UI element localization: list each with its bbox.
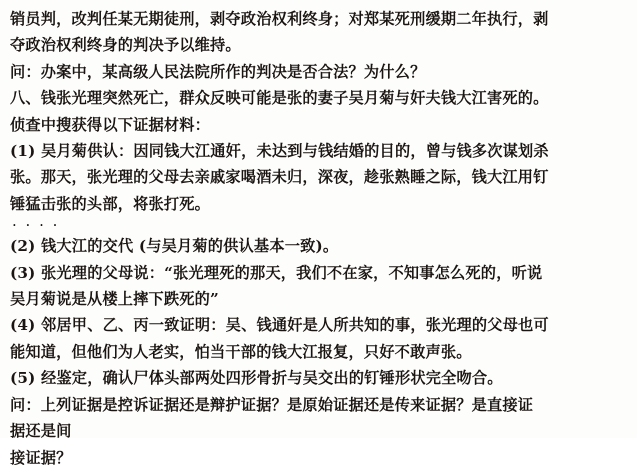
document-line-item-5: (5) 经鉴定，确认尸体头部两处四形骨折与吴交出的钉锤形状完全吻合。 [10, 369, 503, 388]
document-line-item-4: (4) 邻居甲、乙、丙一致证明：吴、钱通奸是人所共知的事，张光理的父母也可 [10, 316, 549, 335]
document-line-item-2: (2) 钱大江的交代 (与吴月菊的供认基本一致)。 [10, 237, 339, 256]
document-line-case-heading: 八、钱张光理突然死亡，群众反映可能是张的妻子吴月菊与奸夫钱大江害死的。 [10, 89, 549, 108]
document-line-question: 问：办案中，某高级人民法院所作的判决是否合法？为什么？ [10, 62, 426, 81]
document-line: 夺政治权利终身的判决予以维持。 [10, 36, 241, 55]
document-line-item-1: (1) 吴月菊供认：因同钱大江通奸，未达到与钱结婚的目的，曾与钱多次谋划杀 [10, 142, 549, 161]
document-line: 锤猛击张的头部，将张打死。 [10, 194, 211, 213]
document-line: 侦查中搜获得以下证据材料： [10, 115, 211, 134]
document-line-question: 问：上列证据是控诉证据还是辩护证据？是原始证据还是传来证据？是直接证 [10, 395, 534, 414]
document-line: 销员判，改判任某无期徒刑，剥夺政治权利终身；对郑某死刑缓期二年执行，剥 [10, 10, 549, 28]
ellipsis-marker: · · · · [12, 216, 60, 235]
document-line-item-3: (3) 张光理的父母说：“张光理死的那天，我们不在家，不知事怎么死的，听说 [10, 263, 543, 282]
document-line: 吴月菊说是从楼上摔下跌死的” [10, 290, 219, 309]
document-line: 张。那天，张光理的父母去亲戚家喝酒未归，深夜，趁张熟睡之际，钱大江用钉 [10, 168, 549, 187]
document-line: 据还是间 [10, 422, 72, 441]
document-line: 能知道，但他们为人老实，怕当干部的钱大江报复，只好不敢声张。 [10, 342, 472, 361]
document-line: 接证据？ [10, 448, 72, 467]
